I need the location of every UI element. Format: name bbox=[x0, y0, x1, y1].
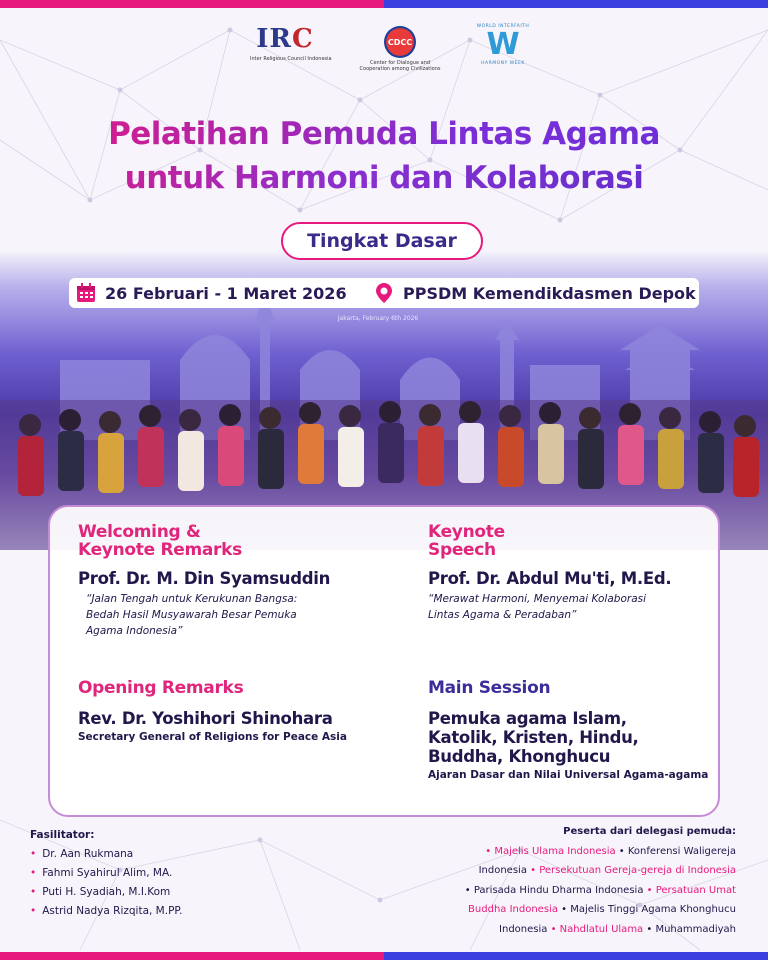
keynote-topic-line1: “Merawat Harmoni, Menyemai Kolaborasi bbox=[428, 593, 647, 605]
participant-kwi-cont: Indonesia bbox=[478, 865, 531, 876]
welcoming-topic-line2: Bedah Hasil Musyawarah Besar Pemuka bbox=[86, 609, 297, 621]
keynote-topic-line2: Lintas Agama & Peradaban” bbox=[428, 609, 577, 621]
event-info-bar bbox=[69, 278, 699, 308]
welcoming-block bbox=[78, 523, 408, 639]
cdcc-caption-line1: Center for Dialogue and bbox=[369, 60, 431, 66]
opening-speaker: Rev. Dr. Yoshihori Shinohara bbox=[78, 709, 333, 728]
welcoming-heading-line2: Keynote Remarks bbox=[78, 540, 242, 560]
participant-line-1 bbox=[396, 842, 736, 862]
welcoming-topic-line1: “Jalan Tengah untuk Kerukunan Bangsa: bbox=[86, 593, 298, 605]
participant-permabudhi: • Persatuan Umat bbox=[646, 884, 736, 896]
irc-logo-mark: IR bbox=[256, 24, 293, 54]
photo-caption: Jakarta, February 6th 2026 bbox=[337, 315, 419, 322]
facilitator-list bbox=[30, 826, 330, 921]
facilitator-item: • Dr. Aan Rukmana bbox=[30, 845, 330, 864]
opening-heading: Opening Remarks bbox=[78, 678, 244, 698]
participant-pgi: • Persekutuan Gereja-gereja di Indonesia bbox=[530, 865, 736, 876]
participant-nu: • Nahdlatul Ulama bbox=[550, 923, 644, 935]
participant-line-2 bbox=[396, 861, 736, 881]
location-pin-icon bbox=[373, 282, 395, 304]
calendar-icon bbox=[75, 282, 97, 304]
program-card bbox=[48, 505, 720, 817]
harmony-week-logo bbox=[468, 24, 538, 66]
keynote-speaker: Prof. Dr. Abdul Mu'ti, M.Ed. bbox=[428, 569, 672, 588]
bottom-accent-bar bbox=[0, 952, 768, 960]
welcoming-speaker: Prof. Dr. M. Din Syamsuddin bbox=[78, 569, 331, 588]
participant-title: Peserta dari delegasi pemuda: bbox=[563, 826, 736, 837]
participant-permabudhi-cont: Buddha Indonesia bbox=[468, 904, 558, 915]
main-session-heading: Main Session bbox=[428, 678, 551, 698]
main-session-speaker-line2: Katolik, Kristen, Hindu, bbox=[428, 728, 639, 747]
facilitator-item: • Puti H. Syadiah, M.I.Kom bbox=[30, 883, 330, 902]
participant-line-3 bbox=[396, 881, 736, 901]
level-badge: Tingkat Dasar bbox=[281, 222, 483, 260]
participant-list bbox=[396, 822, 736, 939]
participant-kwi: • Konferensi Waligereja bbox=[615, 845, 736, 857]
participant-mui: • Majelis Ulama Indonesia bbox=[485, 845, 616, 857]
facilitator-item: • Astrid Nadya Rizqita, M.PP. bbox=[30, 902, 330, 921]
irc-logo bbox=[250, 24, 332, 62]
irc-logo-mark-accent: C bbox=[292, 24, 314, 54]
harmony-week-mark: W bbox=[486, 27, 520, 62]
cdcc-seal: CDCC bbox=[384, 26, 416, 58]
welcoming-topic-line3: Agama Indonesia” bbox=[86, 625, 183, 637]
participant-matakin-cont: Indonesia bbox=[499, 923, 551, 935]
partner-logos bbox=[0, 24, 768, 94]
event-date: 26 Februari - 1 Maret 2026 bbox=[105, 283, 347, 303]
keynote-heading-line2: Speech bbox=[428, 540, 496, 560]
harmony-week-bottom: HARMONY WEEK bbox=[481, 61, 525, 66]
facilitator-item: • Fahmi Syahirul Alim, MA. bbox=[30, 864, 330, 883]
participant-phdi: • Parisada Hindu Dharma Indonesia bbox=[464, 884, 647, 896]
opening-role: Secretary General of Religions for Peace Asia bbox=[78, 731, 347, 743]
main-session-topic: Ajaran Dasar dan Nilai Universal Agama-agama bbox=[428, 769, 709, 781]
keynote-heading-line1: Keynote bbox=[428, 522, 505, 542]
event-location: PPSDM Kemendikdasmen Depok bbox=[403, 283, 696, 303]
cdcc-caption-line2: Cooperation among Civilizations bbox=[359, 66, 441, 72]
opening-block bbox=[78, 679, 408, 744]
participant-line-4 bbox=[396, 900, 736, 920]
main-session-speaker-line3: Buddha, Khonghucu bbox=[428, 747, 611, 766]
event-title-line2: untuk Harmoni dan Kolaborasi bbox=[0, 156, 768, 200]
main-session-speaker-line1: Pemuka agama Islam, bbox=[428, 709, 627, 728]
participant-muhammadiyah: • Muhammadiyah bbox=[643, 923, 736, 935]
facilitator-title: Fasilitator: bbox=[30, 829, 95, 841]
participant-line-5 bbox=[396, 920, 736, 940]
event-title bbox=[0, 112, 768, 200]
main-session-block bbox=[428, 679, 718, 782]
welcoming-heading-line1: Welcoming & bbox=[78, 522, 201, 542]
harmony-week-top: WORLD INTERFAITH bbox=[476, 24, 530, 29]
keynote-block bbox=[428, 523, 708, 623]
event-title-line1: Pelatihan Pemuda Lintas Agama bbox=[0, 112, 768, 156]
irc-logo-caption: Inter Religious Council Indonesia bbox=[250, 56, 332, 62]
participant-matakin: • Majelis Tinggi Agama Khonghucu bbox=[557, 904, 736, 915]
cdcc-logo bbox=[355, 24, 445, 72]
